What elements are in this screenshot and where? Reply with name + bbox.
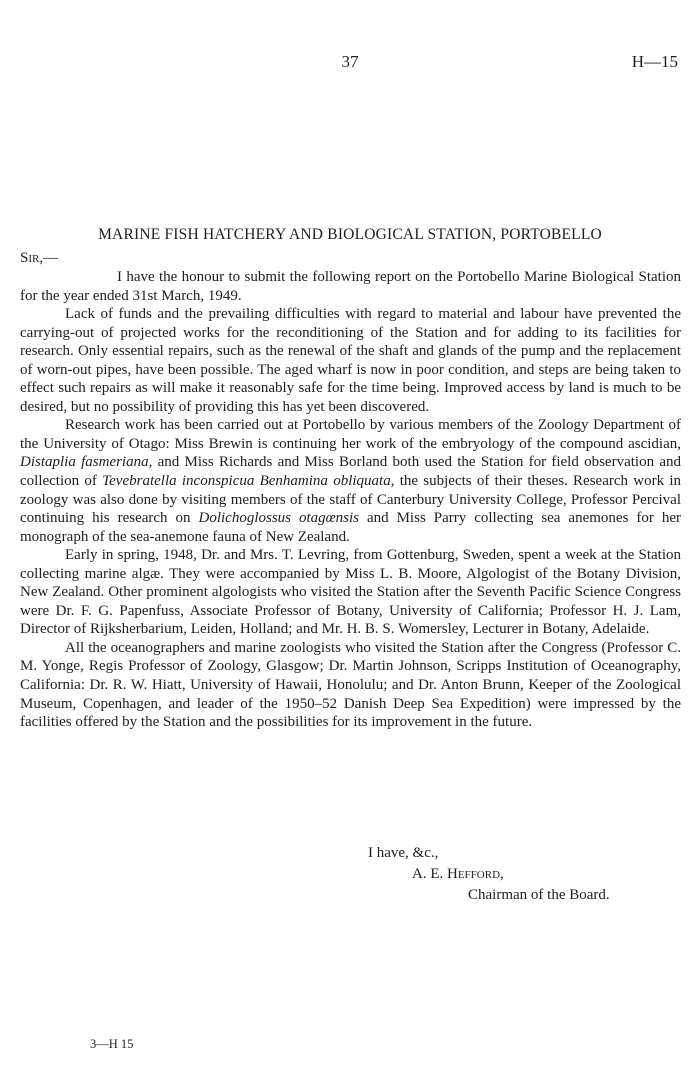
research-text-c: the subjects of their theses. Research work in zoology was also done by visiting members of the staff of Canterbury University College, Professor Percival continuing his research on (20, 473, 682, 527)
signatory-name: A. E. Hefford, (412, 866, 504, 882)
species-name: Distaplia fasmeriana, (20, 454, 153, 471)
footer-code: 3—H 15 (90, 1037, 134, 1051)
research-text-d: and Miss Parry collecting sea anemones for her monograph of the sea-anemone fauna of New Zealand. (20, 510, 681, 545)
report-body (20, 268, 681, 732)
research-text-b: and Miss Richards and Miss Borland both used the Station for field observation and collection of (20, 454, 681, 490)
signatory-title: Chairman of the Board. (468, 887, 610, 903)
paragraph-oceanographers: All the oceanographers and marine zoologists who visited the Station after the Congress (Professor C. M. Yonge, Regis Professor of Zoology, Glasgow; Dr. Martin Johnson, Scripps Institution of Oceanography, California: Dr. R. W. Hiatt, University of Hawaii, Honolulu; and Dr. Anton Brunn, Keeper of the Zoological Museum, Copenhagen, and leader of the 1950–52 Danish Deep Sea Expedition) were impressed by the facilities offered by the Station and the possibilities for its improvement in the future. (20, 639, 681, 731)
paragraph-funds: Lack of funds and the prevailing difficulties with regard to material and labour have prevented the carrying-out of projected works for the reconditioning of the Station and for adding to its facilities for research. Only essential repairs, such as the renewal of the shaft and glands of the pump and the replacement of worn-out pipes, have been possible. The aged wharf is now in poor condition, and steps are being taken to effect such repairs as will make it reasonably safe for the time being. Improved access by land is much to be desired, but no possibility of providing this has yet been discovered. (20, 306, 681, 415)
salutation: Sir,— (20, 250, 59, 266)
report-heading: MARINE FISH HATCHERY AND BIOLOGICAL STATION, PORTOBELLO (98, 226, 602, 243)
paragraph-algologists: Early in spring, 1948, Dr. and Mrs. T. Levring, from Gottenburg, Sweden, spent a week at the Station collecting marine algæ. They were accompanied by Miss L. B. Moore, Algologist of the Botany Division, New Zealand. Other prominent algologists who visited the Station after the Seventh Pacific Science Congress were Dr. F. G. Papenfuss, Associate Professor of Botany, University of California; Professor H. J. Lam, Director of Rijksherbarium, Leiden, Holland; and Mr. H. B. S. Womersley, Lecturer in Botany, Adelaide. (20, 547, 681, 638)
paragraph-intro: I have the honour to submit the following report on the Portobello Marine Biological Station for the year ended 31st March, 1949. (20, 269, 681, 304)
species-name: Dolichoglossus otagœnsis (198, 510, 359, 527)
paragraph-research (20, 416, 681, 546)
series-code: H—15 (631, 52, 678, 71)
closing: I have, &c., (368, 845, 439, 861)
species-name: Tevebratella inconspicua Benhamina obliquata, (102, 473, 395, 490)
research-text-a: Research work has been carried out at Portobello by various members of the Zoology Department of the University of Otago: Miss Brewin is continuing her work of the embryology of the compound ascidian, (20, 417, 681, 452)
page-number: 37 (341, 52, 359, 71)
